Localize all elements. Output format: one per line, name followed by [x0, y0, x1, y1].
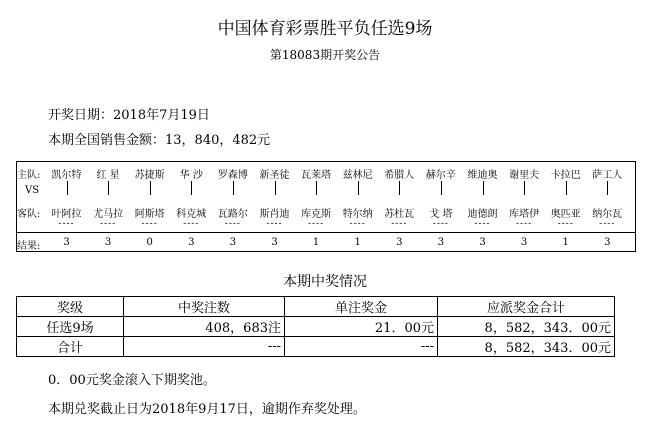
vs-divider [233, 181, 234, 195]
vs-divider [441, 181, 442, 195]
match-column [463, 162, 502, 253]
score-dash: ---- [349, 219, 366, 229]
score-dash: ---- [183, 219, 200, 229]
match-column [546, 162, 585, 253]
match-result: 3 [63, 237, 70, 248]
home-team: 新圣徒 [259, 170, 290, 181]
match-column [47, 162, 86, 253]
away-team: 苏杜瓦 [384, 209, 415, 220]
match-result: 3 [479, 237, 486, 248]
table-header-row [17, 297, 615, 317]
result-label: 结果: [17, 241, 41, 252]
deadline-note: 本期兑奖截止日为2018年9月17日，逾期作弃奖处理。 [48, 402, 366, 417]
vs-divider [358, 181, 359, 195]
match-column [297, 162, 336, 253]
home-team: 华 沙 [179, 170, 203, 181]
away-team: 迪德朗 [467, 209, 498, 220]
table-row [17, 337, 615, 357]
away-team: 尤马拉 [93, 209, 124, 220]
vs-divider [191, 181, 192, 195]
match-column [588, 162, 627, 253]
match-result: 3 [604, 237, 611, 248]
match-result: 3 [396, 237, 403, 248]
match-result: 3 [520, 237, 528, 248]
vs-divider [399, 181, 400, 195]
home-team: 希腊人 [384, 170, 415, 181]
away-team-label: 客队: [17, 209, 41, 220]
home-team: 赫尔辛 [425, 170, 456, 181]
match-result: 3 [229, 237, 237, 248]
match-result: 0 [146, 237, 153, 248]
table-row [17, 317, 615, 337]
away-team: 瓦路尔 [217, 209, 248, 220]
prize-section-title: 本期中奖情况 [283, 274, 367, 290]
match-result: 3 [437, 237, 445, 248]
home-team: 瓦莱塔 [301, 170, 332, 181]
match-result: 1 [312, 237, 320, 248]
match-column [421, 162, 460, 253]
home-team: 谢里夫 [509, 170, 540, 181]
score-dash: ---- [599, 219, 616, 229]
score-dash: ---- [266, 219, 283, 229]
home-team: 凯尔特 [51, 170, 82, 181]
vs-divider [316, 181, 317, 195]
home-team: 萨工人 [592, 170, 623, 181]
match-result: 3 [188, 237, 195, 248]
vs-divider [524, 181, 525, 195]
cell-level: 合计 [17, 337, 124, 357]
home-team: 罗森博 [217, 170, 248, 181]
header-unit-prize: 单注奖金 [285, 297, 438, 317]
score-dash: ---- [224, 219, 241, 229]
home-team: 卡拉巴 [550, 170, 581, 181]
match-column [172, 162, 211, 253]
header-level: 奖级 [17, 297, 124, 317]
draw-date: 开奖日期：2018年7月19日 [48, 108, 210, 123]
home-team: 兹林尼 [342, 170, 373, 181]
away-team: 纳尔瓦 [592, 209, 623, 220]
match-column [89, 162, 128, 253]
match-column [130, 162, 169, 253]
match-column [338, 162, 377, 253]
match-result: 1 [562, 237, 569, 248]
score-dash: ---- [474, 219, 491, 229]
score-dash: ---- [141, 219, 158, 229]
away-team: 斯肖迪 [259, 209, 290, 220]
away-team: 戈 塔 [429, 209, 453, 220]
match-column [505, 162, 544, 253]
vs-divider [108, 181, 109, 195]
vs-divider [150, 181, 151, 195]
score-dash: ---- [391, 219, 408, 229]
match-table [16, 161, 636, 252]
match-column [255, 162, 294, 253]
away-team: 库克斯 [301, 209, 332, 220]
home-team: 苏捷斯 [134, 170, 165, 181]
cell-total-prize: 8，582，343．00元 [438, 337, 615, 357]
prize-table [16, 296, 615, 357]
home-team-label: 主队: [17, 170, 41, 181]
vs-divider [483, 181, 484, 195]
match-result: 3 [271, 237, 278, 248]
score-dash: ---- [557, 219, 574, 229]
sales-amount: 本期全国销售金额：13，840，482元 [48, 133, 271, 148]
away-team: 阿斯塔 [134, 209, 165, 220]
issue-subtitle: 第18083期开奖公告 [269, 48, 381, 62]
vs-divider [566, 181, 567, 195]
page-title: 中国体育彩票胜平负任选9场 [217, 19, 433, 39]
vs-divider [607, 181, 608, 195]
home-team: 红 星 [96, 170, 120, 181]
away-team: 叶阿拉 [51, 209, 82, 220]
header-total-prize: 应派奖金合计 [438, 297, 615, 317]
away-team: 奥匹亚 [550, 209, 581, 220]
score-dash: ---- [308, 219, 325, 229]
header-winners: 中奖注数 [124, 297, 285, 317]
score-dash: ---- [516, 219, 533, 229]
cell-total-prize: 8，582，343．00元 [438, 317, 615, 337]
vs-divider [67, 181, 68, 195]
vs-divider [275, 181, 276, 195]
match-column [380, 162, 419, 253]
away-team: 特尔纳 [342, 209, 373, 220]
score-dash: ---- [432, 219, 449, 229]
score-dash: ---- [58, 219, 75, 229]
away-team: 库塔伊 [509, 209, 540, 220]
match-result: 3 [104, 237, 112, 248]
score-dash: ---- [100, 219, 117, 229]
cell-winners: 408，683注 [124, 317, 285, 337]
rollover-note: 0．00元奖金滚入下期奖池。 [48, 373, 216, 388]
match-result: 1 [354, 237, 361, 248]
home-team: 维迪奥 [467, 170, 498, 181]
cell-level: 任选9场 [17, 317, 124, 337]
away-team: 科克城 [176, 209, 207, 220]
vs-label: VS [25, 185, 40, 196]
cell-unit-prize: --- [285, 337, 438, 357]
cell-winners: --- [124, 337, 285, 357]
cell-unit-prize: 21．00元 [285, 317, 438, 337]
match-column [213, 162, 252, 253]
